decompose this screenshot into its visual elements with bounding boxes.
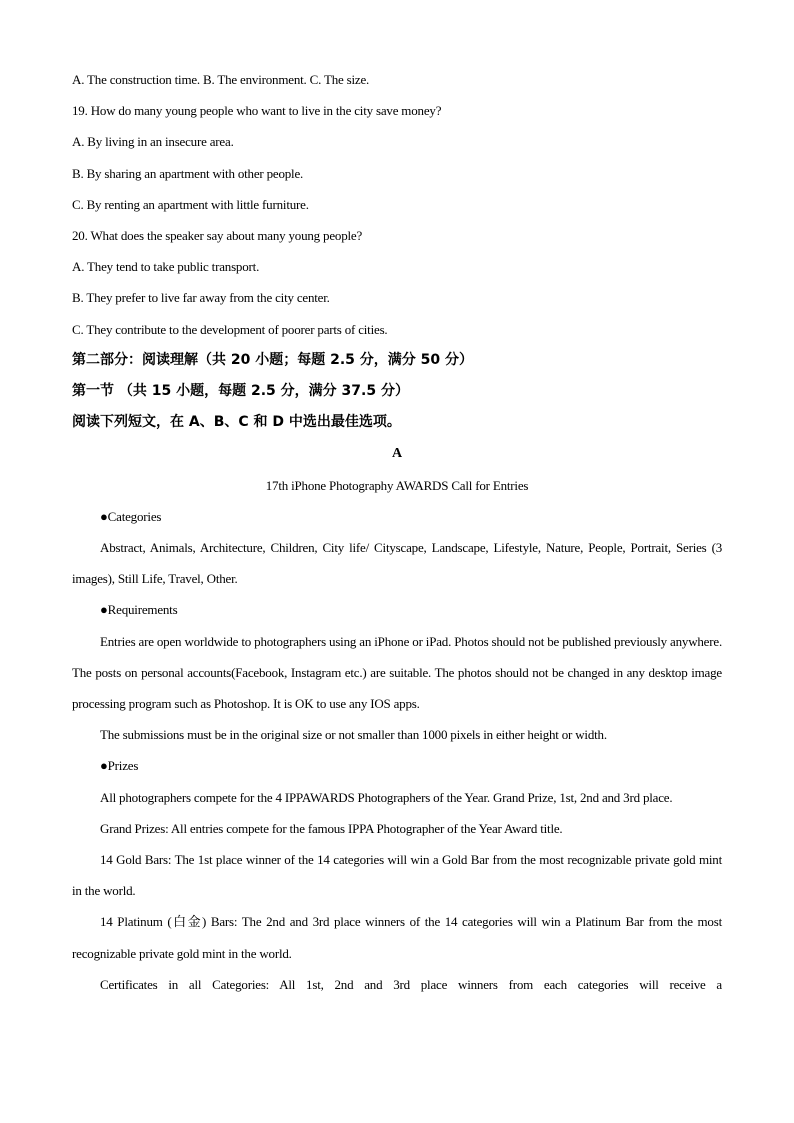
q19-stem: 19. How do many young people who want to live in the city save money? xyxy=(72,103,442,119)
q20-option-a: A. They tend to take public transport. xyxy=(72,259,260,275)
q20-stem: 20. What does the speaker say about many young people? xyxy=(72,228,363,244)
q20-option-c: C. They contribute to the development of poorer parts of cities. xyxy=(72,321,388,337)
passage-title: 17th iPhone Photography AWARDS Call for Entries xyxy=(265,477,529,493)
requirements-heading: ●Requirements xyxy=(100,602,178,618)
prizes-paragraph-2: Grand Prizes: All entries compete for the famous IPPA Photographer of the Year Award title. xyxy=(100,820,563,836)
requirements-paragraph-2: The submissions must be in the original size or not smaller than 1000 pixels in either height or width. xyxy=(100,727,607,743)
prizes-paragraph-5: Certificates in all Categories: All 1st, 2nd and 3rd place winners from each categories will receive a xyxy=(100,976,722,992)
part2-heading: 第二部分：阅读理解（共 20 小题；每题 2.5 分，满分 50 分） xyxy=(72,351,474,368)
prizes-paragraph-1: All photographers compete for the 4 IPPAWARDS Photographers of the Year. Grand Prize, 1st, 2nd and 3rd place. xyxy=(100,789,673,805)
reading-instruction: 阅读下列短文，在 A、B、C 和 D 中选出最佳选项。 xyxy=(72,414,401,431)
categories-heading: ●Categories xyxy=(100,508,162,524)
q20-option-b: B. They prefer to live far away from the city center. xyxy=(72,290,330,306)
prizes-paragraph-3: 14 Gold Bars: The 1st place winner of the 14 categories will win a Gold Bar from the most recognizable private gold mint in the world. xyxy=(72,852,722,899)
q18-options-line: A. The construction time. B. The environment. C. The size. xyxy=(72,72,370,87)
q19-option-c: C. By renting an apartment with little furniture. xyxy=(72,196,309,212)
categories-text: Abstract, Animals, Architecture, Children, City life/ Cityscape, Landscape, Lifestyle, Nature, People, Portrait, Series (3 images), Still Life, Travel, Other. xyxy=(72,540,722,587)
q19-option-b: B. By sharing an apartment with other people. xyxy=(72,165,304,181)
section1-heading: 第一节 （共 15 小题，每题 2.5 分，满分 37.5 分） xyxy=(72,383,409,400)
q19-option-a: A. By living in an insecure area. xyxy=(72,134,234,150)
exam-page xyxy=(72,64,722,1000)
passage-letter: A xyxy=(392,446,402,462)
prizes-heading: ●Prizes xyxy=(100,758,139,774)
prizes-paragraph-4: 14 Platinum (白金) Bars: The 2nd and 3rd place winners of the 14 categories will win a Platinum Bar from the most recognizable private gold mint in the world. xyxy=(72,914,722,961)
requirements-paragraph-1: Entries are open worldwide to photographers using an iPhone or iPad. Photos should not be published previously anywhere. The posts on personal accounts(Facebook, Instagram etc.) are suitable. The photos should not be changed in any desktop image processing program such as Photoshop. It is OK to use any IOS apps. xyxy=(72,633,722,712)
